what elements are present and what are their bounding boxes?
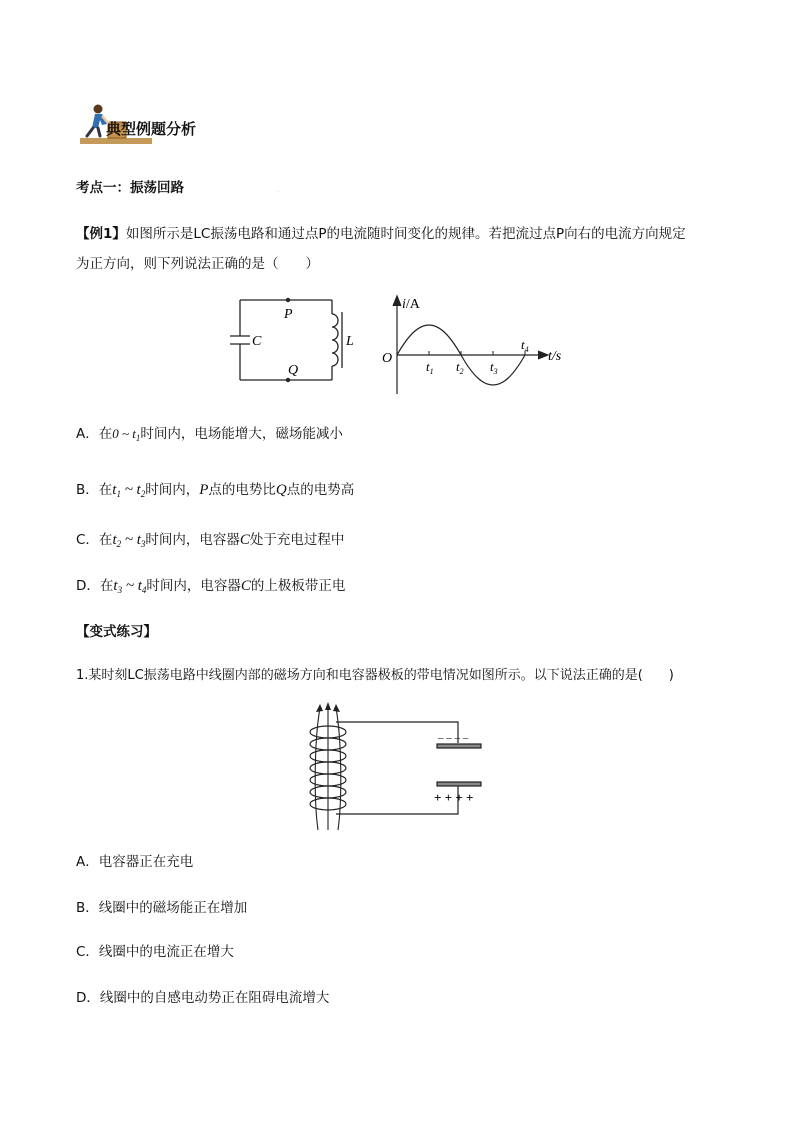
bottom-plate: [437, 782, 481, 786]
tick-t1: $t_1$: [426, 359, 434, 376]
bottom-plate-charges: + + + +: [434, 790, 474, 805]
tick-t4: $t_4$: [521, 337, 529, 354]
practice-option-d[interactable]: D．线圈中的自感电动势正在阻碍电流增大: [76, 990, 330, 1006]
practice-option-a[interactable]: A．电容器正在充电: [76, 854, 194, 870]
tick-t2: $t_2$: [456, 359, 464, 376]
example-tag: 【例1】: [76, 226, 126, 242]
axis-xlabel: t/s: [548, 349, 562, 364]
top-plate-charges: – – – –: [438, 732, 469, 744]
practice-option-c[interactable]: C．线圈中的电流正在增大: [76, 944, 234, 960]
practice-question-1: 1.某时刻LC振荡电路中线圈内部的磁场方向和电容器极板的带电情况如图所示。以下说法正确的是( ): [76, 668, 674, 683]
practice-option-b[interactable]: B．线圈中的磁场能正在增加: [76, 900, 248, 916]
tick-t3: $t_3$: [490, 359, 498, 376]
option-a[interactable]: A．在0 ~ $t_1$时间内，电场能增大，磁场能减小: [76, 426, 343, 443]
coil-capacitor-figure: [300, 702, 500, 832]
label-c: C: [252, 334, 262, 349]
magnetic-field-lines: [315, 706, 341, 830]
graph-ylabel-full: i/A: [278, 192, 280, 193]
practice-heading: 【变式练习】: [76, 624, 157, 640]
label-p: P: [284, 307, 293, 322]
section-title: 典型例题分析: [106, 120, 197, 138]
header: [78, 102, 278, 148]
ylabel-unit: /A: [405, 297, 420, 312]
label-q: Q: [288, 363, 299, 378]
top-plate: [437, 744, 481, 748]
example-line-1: [76, 224, 686, 244]
option-c[interactable]: C．在$t_2$ ~ $t_3$时间内，电容器C处于充电过程中: [76, 532, 345, 549]
lc-circuit-figure: [228, 294, 358, 384]
axis-origin: O: [382, 351, 393, 366]
example-text-1: 如图所示是LC振荡电路和通过点P的电流随时间变化的规律。若把流过点P向右的电流方向规定: [125, 226, 686, 242]
option-d[interactable]: D．在$t_3$ ~ $t_4$时间内，电容器C的上极板带正电: [76, 578, 346, 595]
point-q: [286, 378, 290, 382]
option-b[interactable]: B．在$t_1$ ~ $t_2$时间内，P点的电势比Q点的电势高: [76, 482, 355, 499]
topic-heading: 考点一：振荡回路: [76, 180, 184, 196]
axis-ylabel: i/A: [402, 297, 420, 312]
label-l: L: [346, 334, 354, 349]
example-line-2: 为正方向，则下列说法正确的是（ ）: [76, 256, 319, 272]
point-p: [286, 298, 290, 302]
